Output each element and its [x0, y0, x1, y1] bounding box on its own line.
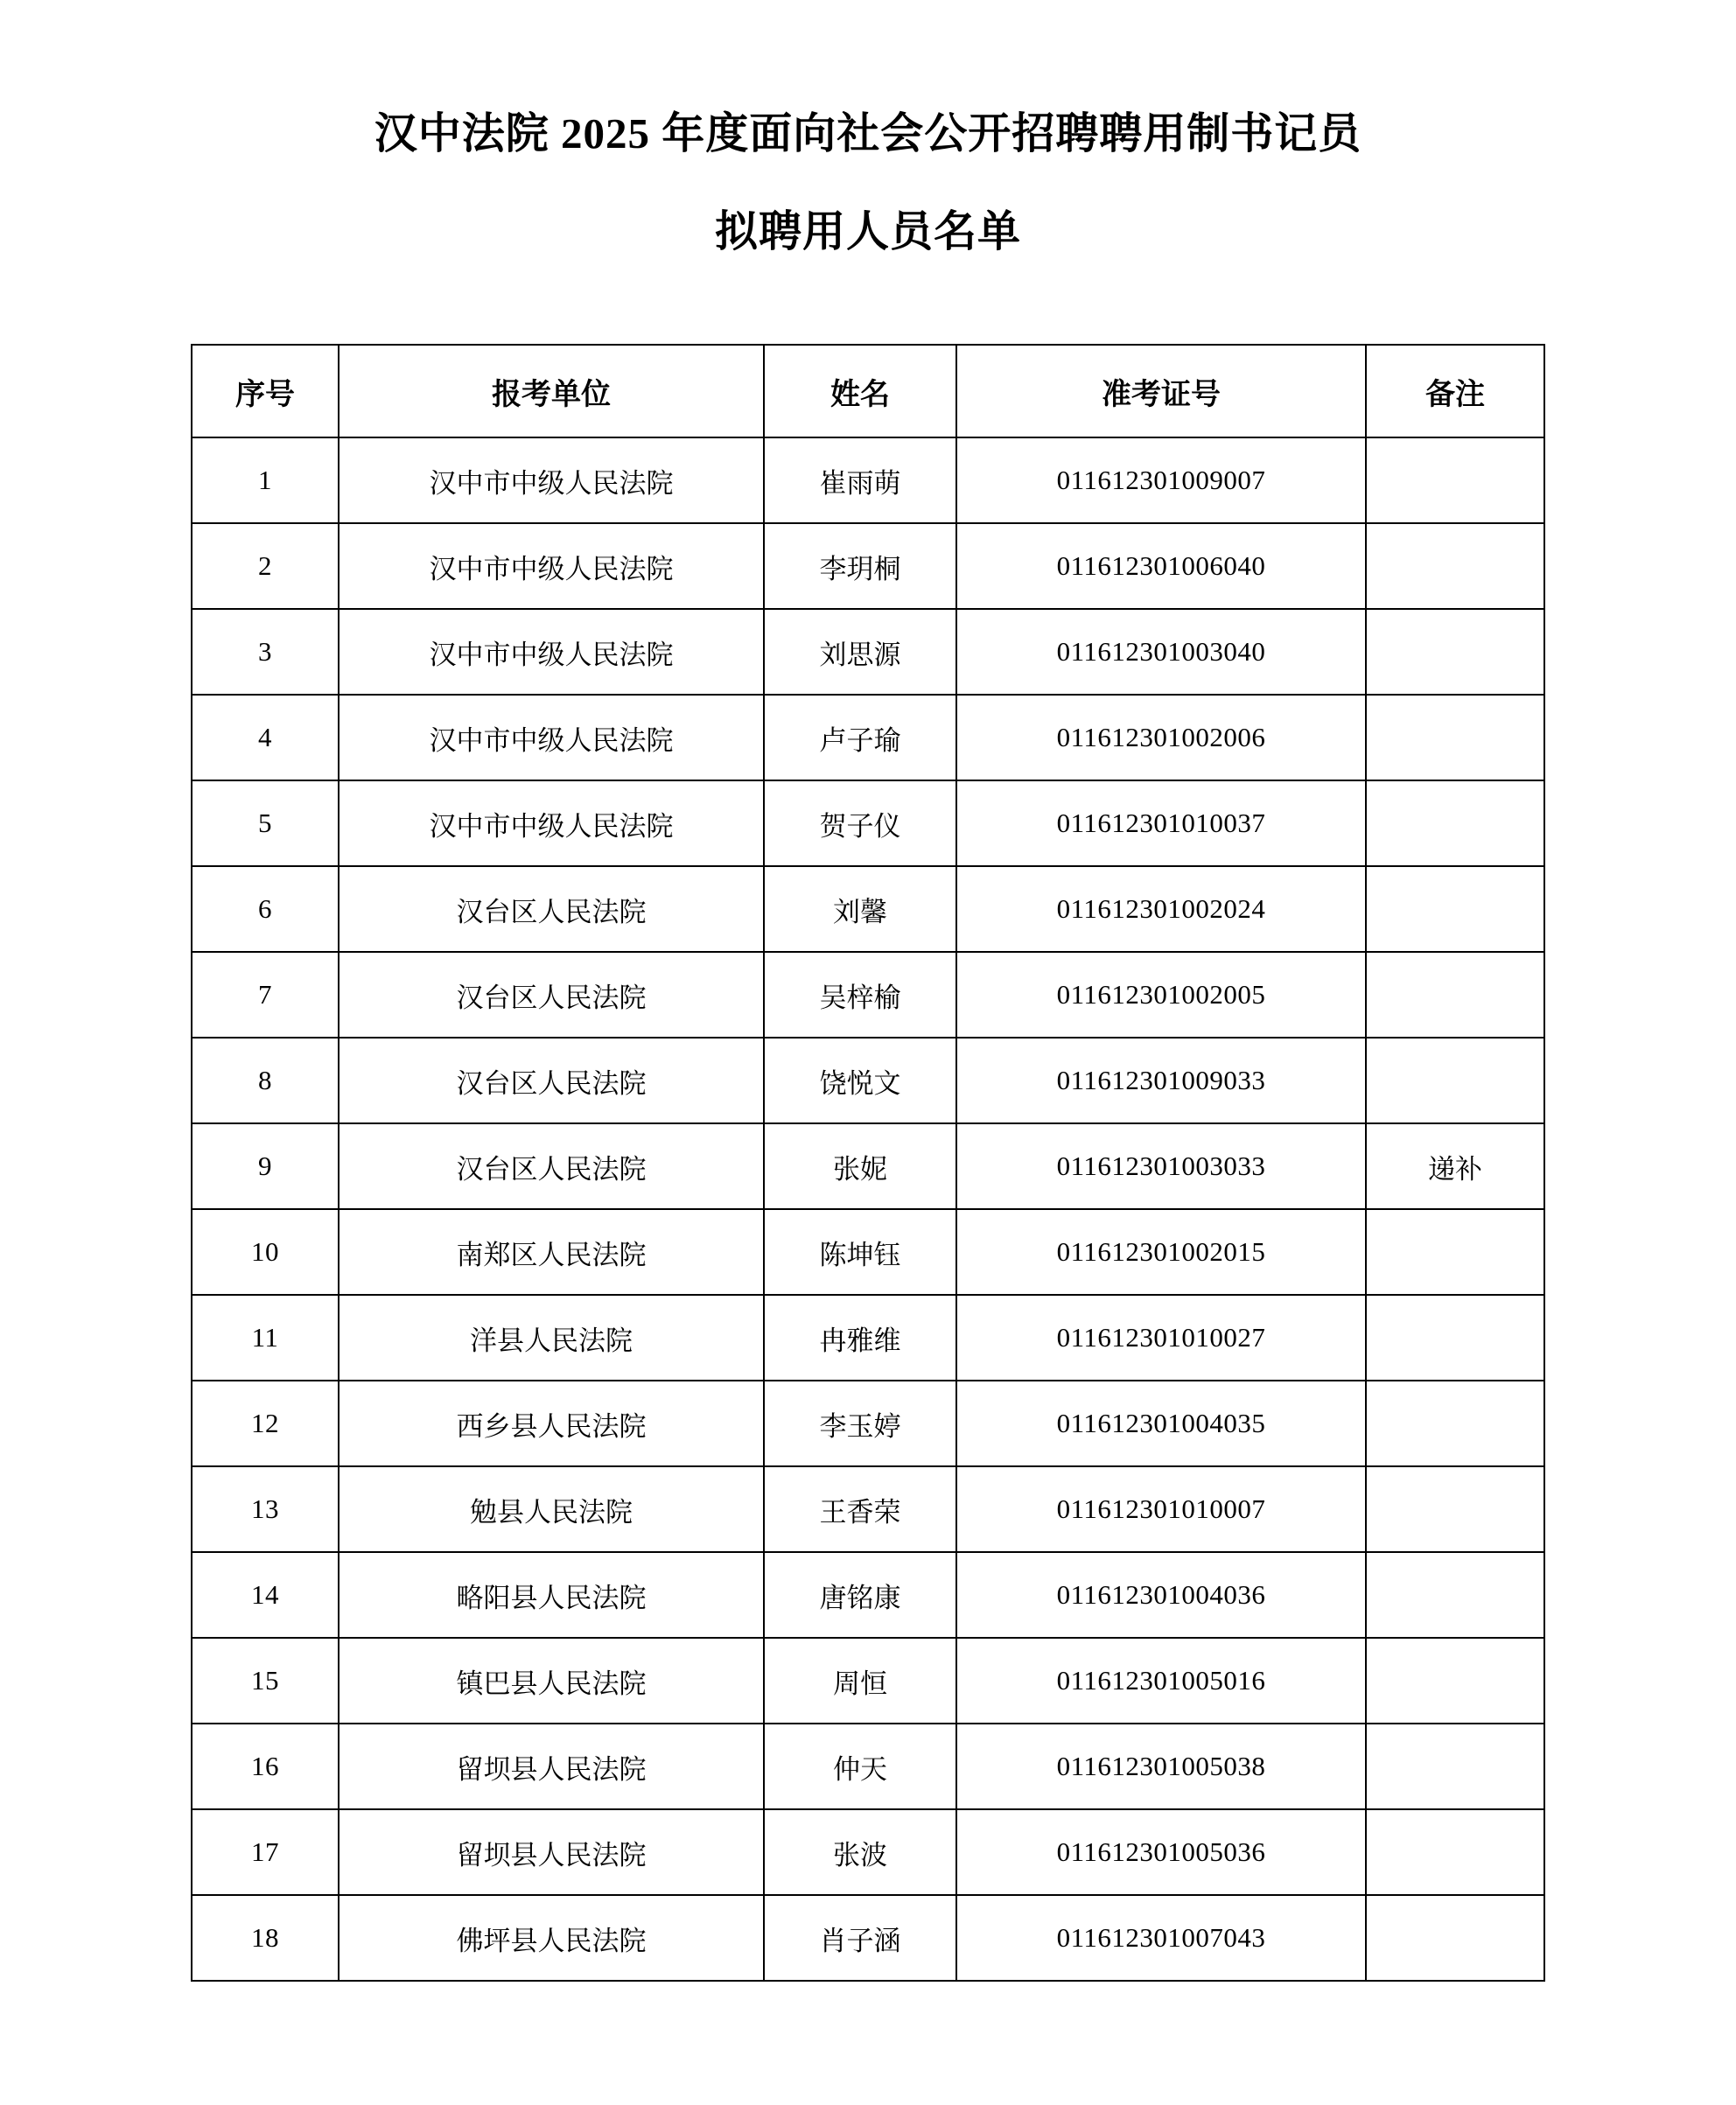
cell-unit: 汉台区人民法院	[339, 1123, 764, 1209]
cell-note	[1366, 866, 1544, 952]
cell-note	[1366, 1295, 1544, 1381]
cell-index: 8	[192, 1038, 339, 1123]
cell-name: 周恒	[764, 1638, 956, 1724]
cell-note	[1366, 1724, 1544, 1809]
cell-unit: 勉县人民法院	[339, 1466, 764, 1552]
cell-ticket: 011612301005038	[956, 1724, 1366, 1809]
cell-name: 仲天	[764, 1724, 956, 1809]
cell-name: 刘思源	[764, 609, 956, 695]
cell-unit: 留坝县人民法院	[339, 1809, 764, 1895]
table-row	[192, 1123, 1544, 1209]
cell-ticket: 011612301010027	[956, 1295, 1366, 1381]
cell-unit: 洋县人民法院	[339, 1295, 764, 1381]
column-header-unit: 报考单位	[339, 345, 764, 437]
cell-unit: 西乡县人民法院	[339, 1381, 764, 1466]
cell-unit: 汉台区人民法院	[339, 952, 764, 1038]
cell-note	[1366, 437, 1544, 523]
page-title-line-1: 汉中法院 2025 年度面向社会公开招聘聘用制书记员	[374, 109, 1362, 157]
cell-name: 张波	[764, 1809, 956, 1895]
cell-name: 李玥桐	[764, 523, 956, 609]
cell-name: 贺子仪	[764, 780, 956, 866]
cell-ticket: 011612301003040	[956, 609, 1366, 695]
cell-ticket: 011612301004036	[956, 1552, 1366, 1638]
table-row	[192, 1895, 1544, 1981]
cell-index: 9	[192, 1123, 339, 1209]
cell-note	[1366, 1809, 1544, 1895]
cell-index: 7	[192, 952, 339, 1038]
cell-name: 肖子涵	[764, 1895, 956, 1981]
cell-index: 11	[192, 1295, 339, 1381]
table-row	[192, 609, 1544, 695]
table-row	[192, 1381, 1544, 1466]
cell-index: 14	[192, 1552, 339, 1638]
cell-unit: 汉中市中级人民法院	[339, 780, 764, 866]
cell-ticket: 011612301002015	[956, 1209, 1366, 1295]
cell-ticket: 011612301002024	[956, 866, 1366, 952]
table-row	[192, 1466, 1544, 1552]
cell-note	[1366, 1209, 1544, 1295]
cell-note: 递补	[1366, 1123, 1544, 1209]
cell-note	[1366, 1381, 1544, 1466]
cell-ticket: 011612301010007	[956, 1466, 1366, 1552]
column-header-ticket: 准考证号	[956, 345, 1366, 437]
cell-ticket: 011612301009033	[956, 1038, 1366, 1123]
cell-index: 4	[192, 695, 339, 780]
table-row	[192, 1038, 1544, 1123]
cell-index: 5	[192, 780, 339, 866]
cell-note	[1366, 609, 1544, 695]
cell-ticket: 011612301009007	[956, 437, 1366, 523]
table-row	[192, 1295, 1544, 1381]
cell-note	[1366, 1552, 1544, 1638]
cell-index: 6	[192, 866, 339, 952]
cell-ticket: 011612301007043	[956, 1895, 1366, 1981]
table-header	[192, 345, 1544, 437]
cell-ticket: 011612301010037	[956, 780, 1366, 866]
cell-note	[1366, 1038, 1544, 1123]
cell-unit: 汉台区人民法院	[339, 1038, 764, 1123]
cell-unit: 汉台区人民法院	[339, 866, 764, 952]
table-row	[192, 1209, 1544, 1295]
cell-note	[1366, 1638, 1544, 1724]
cell-note	[1366, 952, 1544, 1038]
cell-ticket: 011612301003033	[956, 1123, 1366, 1209]
cell-ticket: 011612301005016	[956, 1638, 1366, 1724]
cell-ticket: 011612301002005	[956, 952, 1366, 1038]
cell-name: 崔雨萌	[764, 437, 956, 523]
table-row	[192, 695, 1544, 780]
cell-index: 18	[192, 1895, 339, 1981]
cell-name: 卢子瑜	[764, 695, 956, 780]
table-header-row	[192, 345, 1544, 437]
cell-name: 陈坤钰	[764, 1209, 956, 1295]
table-body	[192, 437, 1544, 1981]
candidates-table	[191, 344, 1545, 1982]
cell-unit: 南郑区人民法院	[339, 1209, 764, 1295]
cell-note	[1366, 1895, 1544, 1981]
cell-unit: 汉中市中级人民法院	[339, 523, 764, 609]
cell-name: 刘馨	[764, 866, 956, 952]
table-row	[192, 952, 1544, 1038]
cell-unit: 留坝县人民法院	[339, 1724, 764, 1809]
cell-unit: 略阳县人民法院	[339, 1552, 764, 1638]
cell-index: 15	[192, 1638, 339, 1724]
cell-name: 吴梓榆	[764, 952, 956, 1038]
column-header-name: 姓名	[764, 345, 956, 437]
page-title-line-2: 拟聘用人员名单	[714, 207, 1021, 255]
table-row	[192, 1724, 1544, 1809]
cell-note	[1366, 695, 1544, 780]
table-row	[192, 523, 1544, 609]
cell-index: 3	[192, 609, 339, 695]
cell-unit: 汉中市中级人民法院	[339, 437, 764, 523]
cell-name: 冉雅维	[764, 1295, 956, 1381]
column-header-note: 备注	[1366, 345, 1544, 437]
cell-index: 10	[192, 1209, 339, 1295]
table-row	[192, 780, 1544, 866]
cell-ticket: 011612301005036	[956, 1809, 1366, 1895]
cell-index: 2	[192, 523, 339, 609]
table-row	[192, 1809, 1544, 1895]
table-row	[192, 1638, 1544, 1724]
cell-note	[1366, 1466, 1544, 1552]
cell-unit: 佛坪县人民法院	[339, 1895, 764, 1981]
cell-note	[1366, 523, 1544, 609]
cell-name: 王香荣	[764, 1466, 956, 1552]
table-row	[192, 866, 1544, 952]
column-header-index: 序号	[192, 345, 339, 437]
cell-name: 张妮	[764, 1123, 956, 1209]
cell-index: 17	[192, 1809, 339, 1895]
table-row	[192, 1552, 1544, 1638]
cell-ticket: 011612301004035	[956, 1381, 1366, 1466]
cell-ticket: 011612301002006	[956, 695, 1366, 780]
table-container	[0, 344, 1736, 1982]
cell-unit: 镇巴县人民法院	[339, 1638, 764, 1724]
cell-name: 李玉婷	[764, 1381, 956, 1466]
cell-unit: 汉中市中级人民法院	[339, 695, 764, 780]
cell-name: 唐铭康	[764, 1552, 956, 1638]
cell-ticket: 011612301006040	[956, 523, 1366, 609]
cell-index: 16	[192, 1724, 339, 1809]
cell-note	[1366, 780, 1544, 866]
cell-index: 13	[192, 1466, 339, 1552]
cell-index: 12	[192, 1381, 339, 1466]
cell-index: 1	[192, 437, 339, 523]
table-row	[192, 437, 1544, 523]
cell-unit: 汉中市中级人民法院	[339, 609, 764, 695]
cell-name: 饶悦文	[764, 1038, 956, 1123]
